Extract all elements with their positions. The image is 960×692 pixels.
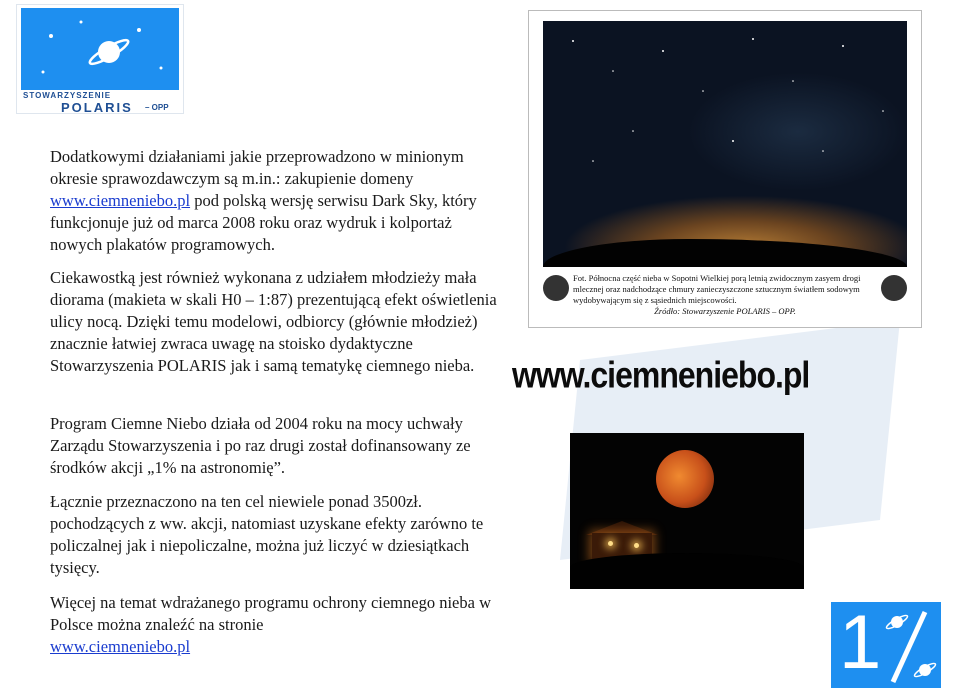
caption-left-logo-icon: [543, 275, 569, 301]
paragraph-funding: [50, 491, 500, 579]
polaris-logo: [16, 4, 184, 114]
street-light: [608, 541, 613, 546]
caption-source: Źródło: Stowarzyszenie POLARIS – OPP.: [654, 306, 796, 316]
one-percent-badge: [831, 602, 941, 688]
logo-brand-name: POLARIS: [61, 100, 133, 115]
ciemneniebo-link-footer[interactable]: www.ciemneniebo.pl: [50, 637, 191, 656]
logo-association-label: STOWARZYSZENIE: [23, 91, 112, 100]
paragraph-more-info: [50, 592, 500, 658]
paragraph-program-text: Program Ciemne Niebo działa od 2004 roku na mocy uchwały Zarządu Stowarzyszenia i po raz drugi został dofinansowany ze środków akcji „1% na astronomię”.: [50, 414, 471, 477]
paragraph-domain: [50, 146, 500, 256]
planet-icon: [21, 8, 179, 90]
one-percent-number: 1: [839, 600, 882, 685]
paragraph-domain-after: pod polską wersję serwisu Dark Sky, który funkcjonuje już od marca 2008 roku oraz wydruk i kolportaż nowych plakatów programowych.: [50, 191, 477, 254]
caption-text-block: [573, 273, 877, 317]
stars-graphic: [543, 21, 907, 267]
street-light: [634, 543, 639, 548]
percent-planets-icon: [881, 606, 939, 686]
big-website-url: www.ciemneniebo.pl: [512, 354, 810, 396]
caption-right-logo-icon: [881, 275, 907, 301]
paragraph-domain-before: Dodatkowymi działaniami jakie przeprowadzono w minionym okresie sprawozdawczym są m.in.: zakupienie domeny: [50, 147, 464, 188]
eclipsed-moon: [656, 450, 714, 508]
ciemneniebo-link-inline[interactable]: www.ciemneniebo.pl: [50, 191, 191, 210]
paragraph-diorama: [50, 267, 500, 377]
paragraph-funding-text: Łącznie przeznaczono na ten cel niewiele ponad 3500zł. pochodzących z ww. akcji, natomiast uzyskane efekty zarówno te policzalnej jak i niepoliczalne, można już liczyć w dziesiątkach tysięcy.: [50, 492, 484, 577]
logo-opp-label: – OPP: [145, 103, 169, 112]
logo-sky-graphic: [21, 8, 179, 90]
tree-silhouette: [570, 553, 804, 589]
photo-caption: [543, 271, 907, 323]
caption-text: Fot. Północna część nieba w Sopotni Wielkiej porą letnią zwidocznym zasyem drogi mlecznej oraz nadchodzące chmury zanieczyszczone sztucznym światłem sodowym wydobywającym się z sąsiednich miejscowości.: [573, 273, 861, 305]
night-sky-photo: [528, 10, 922, 328]
paragraph-program: [50, 413, 500, 479]
night-sky-image: [543, 21, 907, 267]
paragraph-diorama-text: Ciekawostką jest również wykonana z udziałem młodzieży mała diorama (makieta w skali H0 – 1:87) prezentującą efekt oświetlenia ulicy nocą. Dzięki temu modelowi, odbiorcy (głównie młodzież) znacznie łatwiej zwraca uwagę na stoisko dydaktyczne Stowarzyszenia POLARIS jak i samą tematykę ciemnego nieba.: [50, 268, 497, 375]
lunar-eclipse-photo: [570, 433, 804, 589]
paragraph-more-info-text: Więcej na temat wdrażanego programu ochrony ciemnego nieba w Polsce można znaleźć na stronie: [50, 593, 491, 634]
